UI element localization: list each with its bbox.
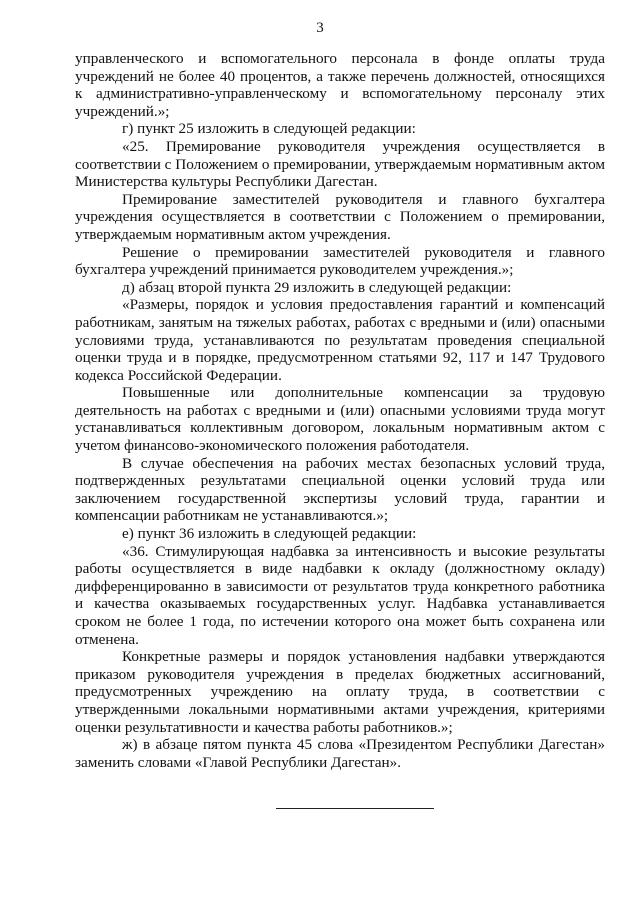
page-number: 3 — [316, 20, 324, 36]
clause-36-text: «36. Стимулирующая надбавка за интенсивность и высокие результаты работы осуществляется в виде надбавки к окладу (должностному окладу) дифференцированно в зависимости от результатов труда конкретного работника и качества оказываемых государственных услуг. Надбавка устанавливается сроком не более 1 года, по истечении которого она может быть сохранена или отменена. — [75, 542, 605, 648]
amendment-item-g: г) пункт 25 изложить в следующей редакции: — [122, 120, 416, 138]
paragraph-personnel-share: управленческого и вспомогательного персонала в фонде оплаты труда учреждений не более 40 процентов, а также перечень должностей, относящихся к административно-управленческому и вспомогательному персоналу этих учреждений.»; — [75, 50, 605, 120]
clause-29-text: «Размеры, порядок и условия предоставления гарантий и компенсаций работникам, занятым на тяжелых работах, работах с вредными и (или) опасными условиями труда, устанавливаются по результатам проведения специальной оценки труда и в порядке, предусмотренном статьями 92, 117 и 147 Трудового кодекса Российской Федерации. — [75, 296, 605, 384]
clause-25-text: «25. Премирование руководителя учреждения осуществляется в соответствии с Положением о премировании, утверждаемым нормативным актом Министерства культуры Республики Дагестан. — [75, 137, 605, 191]
clause-29-compensation: Повышенные или дополнительные компенсации за трудовую деятельность на работах с вредными и (или) опасными условиями труда могут устанавливаться коллективным договором, локальным нормативным актом с учетом финансово-экономического положения работодателя. — [75, 384, 605, 455]
amendment-item-e: е) пункт 36 изложить в следующей редакции: — [122, 525, 417, 543]
clause-25-decision: Решение о премировании заместителей руководителя и главного бухгалтера учреждений принимается руководителем учреждения.»; — [75, 243, 605, 279]
closing-rule — [276, 808, 434, 809]
clause-29-safe-conditions: В случае обеспечения на рабочих местах безопасных условий труда, подтвержденных результатами специальной оценки условий труда или заключением государственной экспертизы условий труда, гарантии и компенсации работникам не устанавливаются.»; — [75, 454, 605, 525]
document-body — [75, 50, 605, 771]
amendment-item-d: д) абзац второй пункта 29 изложить в следующей редакции: — [122, 278, 512, 296]
clause-36-order: Конкретные размеры и порядок установления надбавки утверждаются приказом руководителя учреждения в пределах бюджетных ассигнований, предусмотренных учреждению на оплату труда, в соответствии с утвержденными локальными нормативными актами учреждения, критериями оценки результативности и качества работы работников.»; — [75, 648, 605, 736]
clause-25-deputies: Премирование заместителей руководителя и главного бухгалтера учреждения осуществляется в соответствии с Положением о премировании, утверждаемым нормативным актом учреждения. — [75, 190, 605, 243]
amendment-item-zh: ж) в абзаце пятом пункта 45 слова «Президентом Республики Дагестан» заменить словами «Главой Республики Дагестан». — [75, 736, 605, 771]
